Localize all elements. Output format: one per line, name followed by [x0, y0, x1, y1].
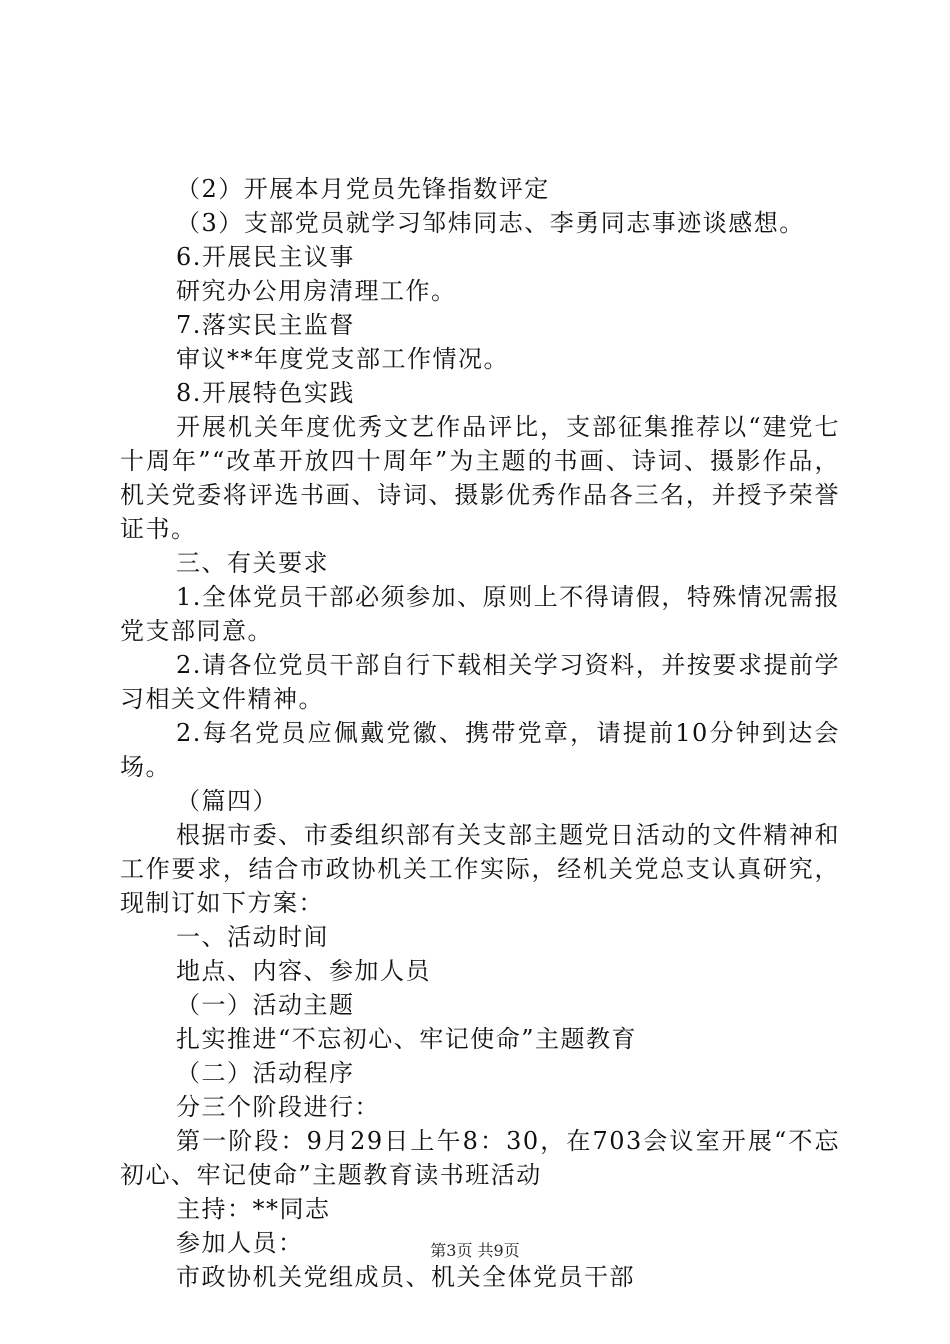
text-line: 6.开展民主议事: [176, 243, 355, 271]
text-line: 扎实推进“不忘初心、牢记使命”主题教育: [176, 1025, 638, 1053]
text-line: （二）活动程序: [176, 1059, 355, 1087]
section-heading: 三、有关要求: [176, 549, 329, 577]
paragraph-practice: 开展机关年度优秀文艺作品评比，支部征集推荐以“建党七十周年”“改革开放四十周年”为主题的书画、诗词、摄影作品，机关党委将评选书画、诗词、摄影优秀作品各三名，并授予荣誉证书。: [120, 413, 840, 543]
text-line: 研究办公用房清理工作。: [176, 277, 457, 305]
text-line: 市政协机关党组成员、机关全体党员干部: [176, 1263, 635, 1291]
text-line: 分三个阶段进行：: [176, 1093, 380, 1121]
text-line: 一、活动时间: [176, 923, 329, 951]
text-line: （3）支部党员就学习邹炜同志、李勇同志事迹谈感想。: [176, 209, 805, 237]
section-label: （篇四）: [176, 787, 278, 815]
document-body: [120, 172, 840, 1294]
text-line: （2）开展本月党员先锋指数评定: [176, 175, 550, 203]
paragraph-intro: 根据市委、市委组织部有关支部主题党日活动的文件精神和工作要求，结合市政协机关工作实际，经机关党总支认真研究，现制订如下方案：: [120, 821, 840, 917]
paragraph-stage-one: 第一阶段：9月29日上午8：30，在703会议室开展“不忘初心、牢记使命”主题教育读书班活动: [120, 1127, 840, 1189]
text-line: 8.开展特色实践: [176, 379, 355, 407]
text-line: 地点、内容、参加人员: [176, 957, 431, 985]
text-line: 主持：**同志: [176, 1195, 331, 1223]
text-line: 审议**年度党支部工作情况。: [176, 345, 509, 373]
text-line: 7.落实民主监督: [176, 311, 355, 339]
text-line: 参加人员：: [176, 1229, 304, 1257]
page-indicator: 第3页 共9页: [430, 1241, 520, 1260]
requirement-item: 2.请各位党员干部自行下载相关学习资料，并按要求提前学习相关文件精神。: [120, 651, 840, 713]
requirement-item: 2.每名党员应佩戴党徽、携带党章，请提前10分钟到达会场。: [120, 719, 840, 781]
text-line: （一）活动主题: [176, 991, 355, 1019]
requirement-item: 1.全体党员干部必须参加、原则上不得请假，特殊情况需报党支部同意。: [120, 583, 840, 645]
